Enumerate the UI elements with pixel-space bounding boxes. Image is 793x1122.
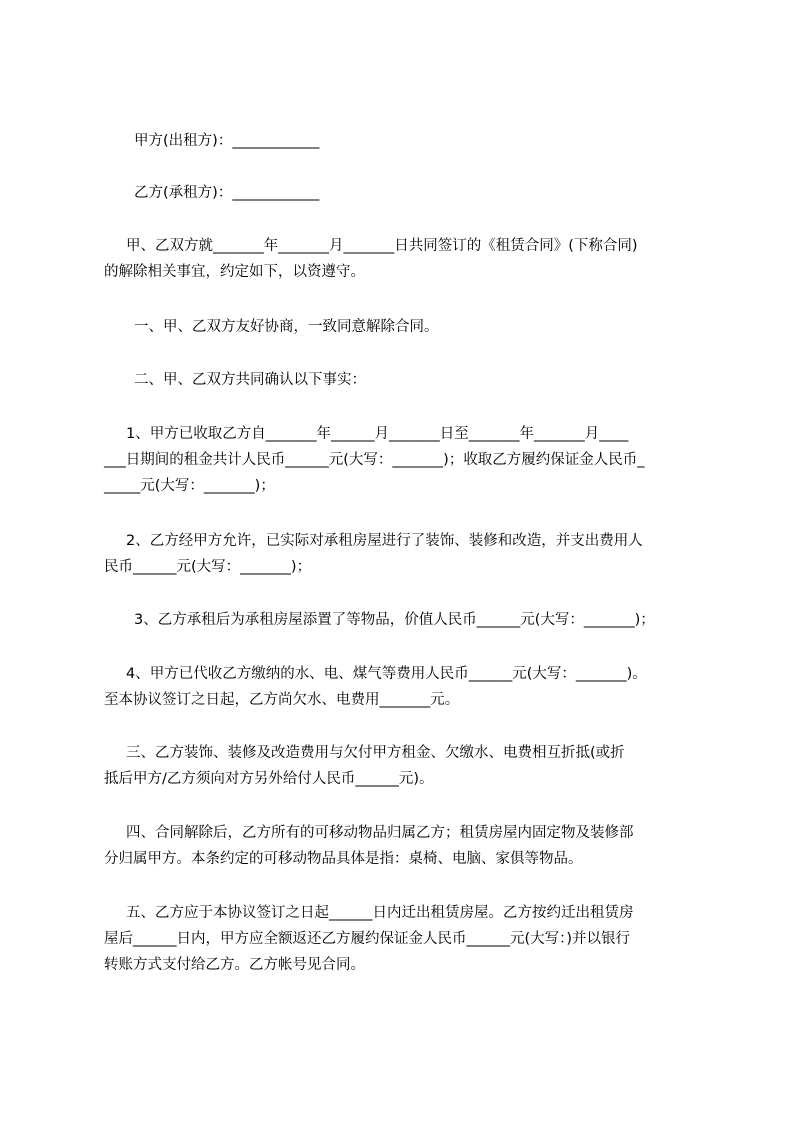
clause-1	[134, 314, 744, 340]
clause-3-line-1: 三、乙方装饰、装修及改造费用与欠付甲方租金、欠缴水、电费相互折抵(或折	[126, 745, 625, 761]
fact-2-line-1: 2、乙方经甲方允许，已实际对承租房屋进行了装饰、装修和改造，并支出费用人	[126, 533, 643, 549]
fact-1-line-1: 1、甲方已收取乙方自_______年______月_______日至_______年_______月____	[126, 426, 629, 442]
clause-5-paragraph	[104, 900, 714, 978]
fact-4-line-2: 至本协议签订之日起，乙方尚欠水、电费用_______元。	[104, 692, 460, 708]
fact-3-text: 3、乙方承租后为承租房屋添置了等物品，价值人民币______元(大写：_______)；	[134, 612, 655, 628]
clause-4-line-1: 四、合同解除后，乙方所有的可移动物品归属乙方；租赁房屋内固定物及装修部	[126, 825, 634, 841]
fact-4-line-1: 4、甲方已代收乙方缴纳的水、电、煤气等费用人民币______元(大写：_______)。	[126, 666, 647, 682]
fact-2-paragraph	[104, 528, 714, 580]
fact-1-line-3: _____元(大写：_______)；	[104, 478, 275, 494]
clause-5-line-1: 五、乙方应于本协议签订之日起______日内迁出租赁房屋。乙方按约迁出租赁房	[126, 905, 634, 921]
party-b-line	[134, 180, 744, 206]
clause-5-line-2: 屋后______日内，甲方应全额返还乙方履约保证金人民币______元(大写：)并以银行	[104, 931, 631, 947]
party-a-text: 甲方(出租方)：____________	[134, 133, 320, 149]
intro-line-1: 甲、乙双方就_______年_______月_______日共同签订的《租赁合同》(下称合同)	[126, 238, 638, 254]
clause-3-paragraph	[104, 740, 714, 792]
fact-4-paragraph	[104, 661, 714, 713]
clause-2	[134, 367, 744, 393]
intro-paragraph	[104, 233, 714, 285]
clause-4-paragraph	[104, 820, 714, 872]
fact-3-paragraph	[134, 607, 744, 633]
clause-2-text: 二、甲、乙双方共同确认以下事实：	[134, 372, 366, 388]
clause-5-line-3: 转账方式支付给乙方。乙方帐号见合同。	[104, 957, 365, 973]
party-b-text: 乙方(承租方)：____________	[134, 185, 320, 201]
clause-3-line-2: 抵后甲方/乙方须向对方另外给付人民币______元)。	[104, 771, 434, 787]
fact-1-paragraph	[104, 421, 714, 499]
fact-1-line-2: ___日期间的租金共计人民币______元(大写：_______)；收取乙方履约保证金人民币_	[104, 452, 645, 468]
party-a-line	[134, 128, 744, 154]
fact-2-line-2: 民币______元(大写：_______)；	[104, 559, 312, 575]
intro-line-2: 的解除相关事宜，约定如下，以资遵守。	[104, 264, 365, 280]
clause-4-line-2: 分归属甲方。本条约定的可移动物品具体是指：桌椅、电脑、家俱等物品。	[104, 851, 583, 867]
clause-1-text: 一、甲、乙双方友好协商，一致同意解除合同。	[134, 319, 439, 335]
